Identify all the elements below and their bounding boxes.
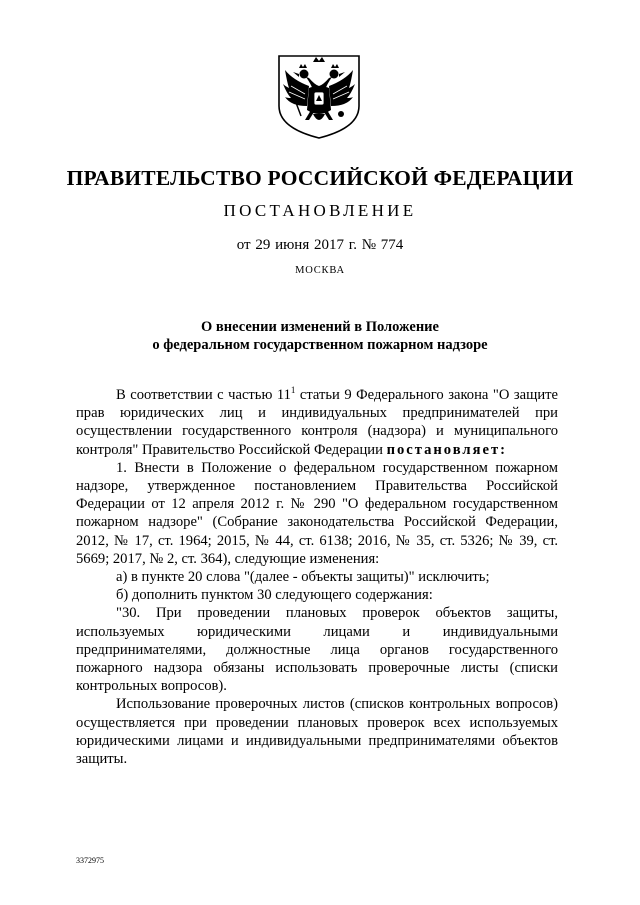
paragraph-preamble (76, 386, 558, 459)
subject-line-1: О внесении изменений в Положение (201, 319, 439, 335)
preamble-start: В соответствии с частью 11 (116, 387, 291, 403)
coat-of-arms-icon (273, 52, 365, 140)
paragraph-item-1: 1. Внести в Положение о федеральном государственном пожарном надзоре, утвержденное постановлением Правительства Российской Федерации от 12 апреля 2012 г. № 290 "О федеральном государственном пожарном надзоре" (Собрание законодательства Российской Федерации, 2012, № 17, ст. 1964; 2015, № 44, ст. 6138; 2016, № 35, ст. 5326; № 39, ст. 5669; 2017, № 2, ст. 364), следующие изменения: (76, 459, 558, 567)
document-code: 3372975 (76, 856, 104, 865)
paragraph-item-b: б) дополнить пунктом 30 следующего содержания: (116, 587, 433, 604)
document-type: ПОСТАНОВЛЕНИЕ (223, 201, 417, 220)
document-date-number: от 29 июня 2017 г. № 774 (236, 237, 404, 253)
paragraph-point-30: "30. При проведении плановых проверок объектов защиты, используемых юридическими лицами и индивидуальными предпринимателями, должностные лица органов государственного пожарного надзора обязаны использовать проверочные листы (списки контрольных вопросов). (76, 605, 558, 695)
subject-line-2: о федеральном государственном пожарном надзоре (152, 337, 488, 353)
document-body (76, 386, 558, 768)
paragraph-usage: Использование проверочных листов (списков контрольных вопросов) осуществляется при проведении плановых проверок всех используемых юридическими лицами и индивидуальными предпринимателями объектов защиты. (76, 696, 558, 768)
document-subject (0, 318, 640, 354)
decree-word: постановляет: (386, 441, 508, 458)
government-title: ПРАВИТЕЛЬСТВО РОССИЙСКОЙ ФЕДЕРАЦИИ (66, 166, 574, 190)
paragraph-item-a: а) в пункте 20 слова "(далее - объекты защиты)" исключить; (116, 569, 490, 586)
preamble-rest: статьи 9 Федерального закона "О защите прав юридических лиц и индивидуальных предпринимателей при осуществлении государственного контроля (надзора) и муниципального контроля" Правительство Российской Федерации (76, 387, 558, 458)
document-city: МОСКВА (295, 265, 345, 276)
part-superscript: 1 (290, 385, 296, 396)
